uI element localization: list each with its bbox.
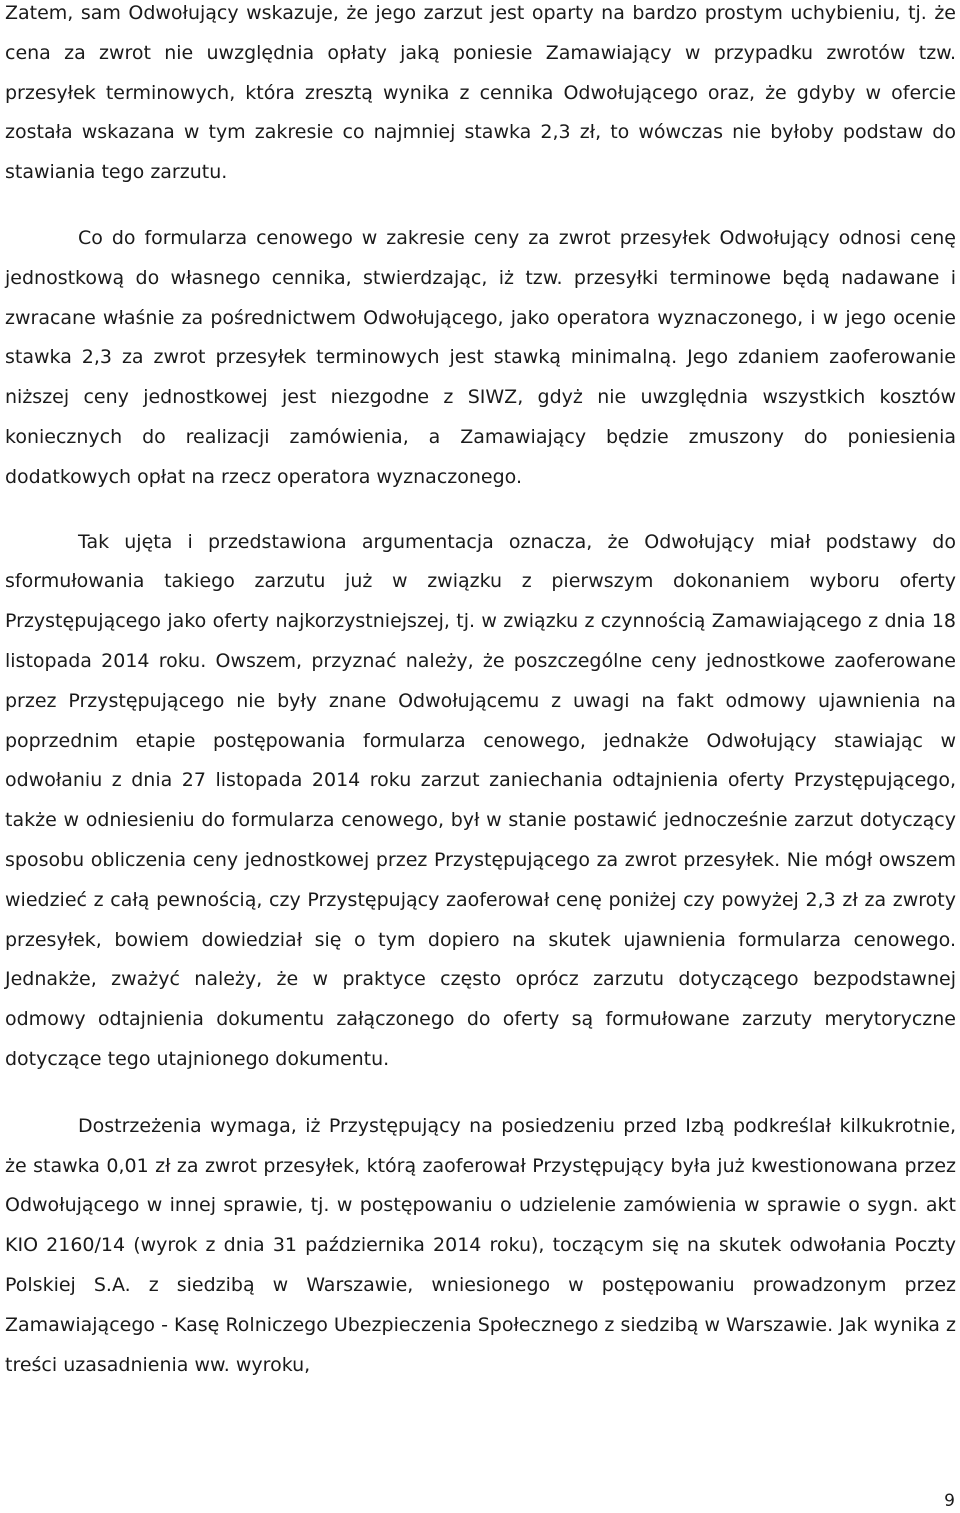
page-number: 9 (944, 1491, 955, 1511)
paragraph-2: Co do formularza cenowego w zakresie ceny za zwrot przesyłek Odwołujący odnosi cenę jednostkową do własnego cennika, stwierdzając, iż tzw. przesyłki terminowe będą nadawane i zwracane właśnie za pośrednictwem Odwołującego, jako operatora wyznaczonego, i w jego ocenie stawka 2,3 za zwrot przesyłek terminowych jest stawką minimalną. Jego zdaniem zaoferowanie niższej ceny jednostkowej jest niezgodne z SIWZ, gdyż nie uwzględnia wszystkich kosztów koniecznych do realizacji zamówienia, a Zamawiający będzie zmuszony do poniesienia dodatkowych opłat na rzecz operatora wyznaczonego. (5, 226, 956, 488)
document-page (5, 0, 956, 1385)
paragraph-3: Tak ujęta i przedstawiona argumentacja oznacza, że Odwołujący miał podstawy do sformułowania takiego zarzutu już w związku z pierwszym dokonaniem wyboru oferty Przystępującego jako oferty najkorzystniejszej, tj. w związku z czynnością Zamawiającego z dnia 18 listopada 2014 roku. Owszem, przyznać należy, że poszczególne ceny jednostkowe zaoferowane przez Przystępującego nie były znane Odwołującemu z uwagi na fakt odmowy ujawnienia na poprzednim etapie postępowania formularza cenowego, jednakże Odwołujący stawiając w odwołaniu z dnia 27 listopada 2014 roku zarzut zaniechania odtajnienia oferty Przystępującego, także w odniesieniu do formularza cenowego, był w stanie postawić jednocześnie zarzut dotyczący sposobu obliczenia ceny jednostkowej przez Przystępującego za zwrot przesyłek. Nie mógł owszem wiedzieć z całą pewnością, czy Przystępujący zaoferował cenę poniżej czy powyżej 2,3 zł za zwroty przesyłek, bowiem dowiedział się o tym dopiero na skutek ujawnienia formularza cenowego. Jednakże, zważyć należy, że w praktyce często oprócz zarzutu dotyczącego bezpodstawnej odmowy odtajnienia dokumentu załączonego do oferty są formułowane zarzuty merytoryczne dotyczące tego utajnionego dokumentu. (5, 530, 956, 1070)
paragraph-1: Zatem, sam Odwołujący wskazuje, że jego zarzut jest oparty na bardzo prostym uchybieniu, tj. że cena za zwrot nie uwzględnia opłaty jaką poniesie Zamawiający w przypadku zwrotów tzw. przesyłek terminowych, która zresztą wynika z cennika Odwołującego oraz, że gdyby w ofercie została wskazana w tym zakresie co najmniej stawka 2,3 zł, to wówczas nie byłoby podstaw do stawiania tego zarzutu. (5, 2, 956, 184)
paragraph-4: Dostrzeżenia wymaga, iż Przystępujący na posiedzeniu przed Izbą podkreślał kilkukrotnie, że stawka 0,01 zł za zwrot przesyłek, którą zaoferował Przystępujący była już kwestionowana przez Odwołującego w innej sprawie, tj. w postępowaniu o udzielenie zamówienia w sprawie o sygn. akt KIO 2160/14 (wyrok z dnia 31 października 2014 roku), toczącym się na skutek odwołania Poczty Polskiej S.A. z siedzibą w Warszawie, wniesionego w postępowaniu prowadzonym przez Zamawiającego - Kasę Rolniczego Ubezpieczenia Społecznego z siedzibą w Warszawie. Jak wynika z treści uzasadnienia ww. wyroku, (5, 1114, 956, 1376)
